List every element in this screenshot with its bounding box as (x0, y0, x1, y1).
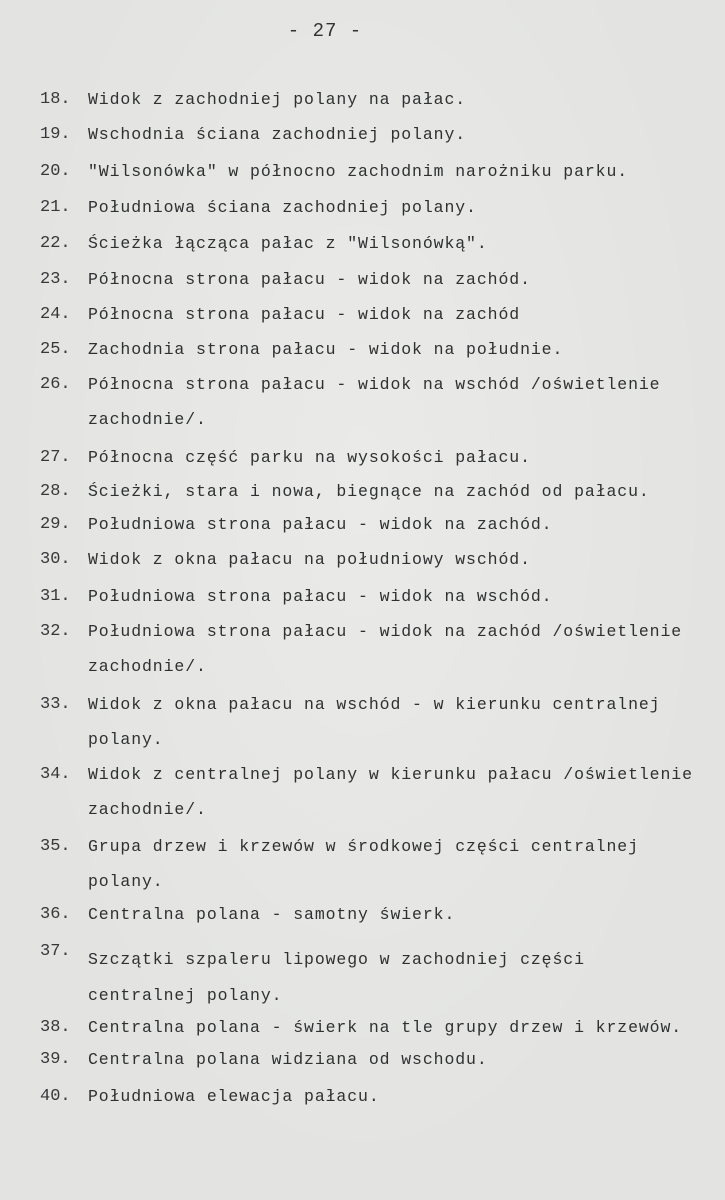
item-number: 27. (40, 448, 71, 467)
item-number: 35. (40, 837, 71, 856)
item-number: 28. (40, 482, 71, 501)
item-number: 38. (40, 1018, 71, 1037)
item-number: 24. (40, 305, 71, 324)
page-number: - 27 - (287, 20, 363, 42)
item-number: 36. (40, 905, 71, 924)
item-number: 39. (40, 1050, 71, 1069)
item-text: Południowa strona pałacu - widok na zachód /oświetlenie (88, 622, 683, 641)
item-text: Ścieżka łącząca pałac z "Wilsonówką". (88, 234, 488, 253)
item-number: 20. (40, 162, 71, 181)
item-number: 23. (40, 270, 71, 289)
item-text: Centralna polana - świerk na tle grupy drzew i krzewów. (88, 1018, 683, 1037)
item-text: Ścieżki, stara i nowa, biegnące na zachód od pałacu. (88, 482, 650, 501)
item-text-continuation: zachodnie/. (88, 657, 207, 676)
item-text: Południowa elewacja pałacu. (88, 1087, 380, 1106)
item-text: Południowa strona pałacu - widok na wschód. (88, 587, 553, 606)
item-number: 32. (40, 622, 71, 641)
item-text-continuation: polany. (88, 872, 164, 891)
item-number: 26. (40, 375, 71, 394)
item-number: 30. (40, 550, 71, 569)
item-number: 34. (40, 765, 71, 784)
item-text: Północna część parku na wysokości pałacu. (88, 448, 531, 467)
item-text: "Wilsonówka" w północno zachodnim narożniku parku. (88, 162, 629, 181)
item-text: Południowa ściana zachodniej polany. (88, 198, 477, 217)
item-text: Północna strona pałacu - widok na zachód. (88, 270, 531, 289)
item-text: Centralna polana widziana od wschodu. (88, 1050, 488, 1069)
item-number: 40. (40, 1087, 71, 1106)
item-text: Zachodnia strona pałacu - widok na południe. (88, 340, 564, 359)
item-text: Północna strona pałacu - widok na wschód /oświetlenie (88, 375, 661, 394)
item-text: Grupa drzew i krzewów w środkowej części centralnej (88, 837, 639, 856)
item-number: 22. (40, 234, 71, 253)
item-text-continuation: zachodnie/. (88, 800, 207, 819)
item-text-continuation: polany. (88, 730, 164, 749)
item-number: 37. (40, 942, 71, 961)
item-text: Centralna polana - samotny świerk. (88, 905, 456, 924)
item-text: Widok z centralnej polany w kierunku pałacu /oświetlenie (88, 765, 693, 784)
item-text-continuation: zachodnie/. (88, 410, 207, 429)
item-text: Widok z okna pałacu na południowy wschód. (88, 550, 531, 569)
item-text: Wschodnia ściana zachodniej polany. (88, 125, 467, 144)
item-number: 33. (40, 695, 71, 714)
item-text: Widok z zachodniej polany na pałac. (88, 90, 467, 109)
item-text: Szczątki szpaleru lipowego w zachodniej części centralnej polany. (88, 950, 585, 1005)
item-number: 18. (40, 90, 71, 109)
item-number: 29. (40, 515, 71, 534)
item-number: 19. (40, 125, 71, 144)
item-number: 25. (40, 340, 71, 359)
item-text: Widok z okna pałacu na wschód - w kierunku centralnej (88, 695, 661, 714)
item-text: Północna strona pałacu - widok na zachód (88, 305, 521, 324)
item-number: 31. (40, 587, 71, 606)
item-number: 21. (40, 198, 71, 217)
item-text: Południowa strona pałacu - widok na zachód. (88, 515, 553, 534)
